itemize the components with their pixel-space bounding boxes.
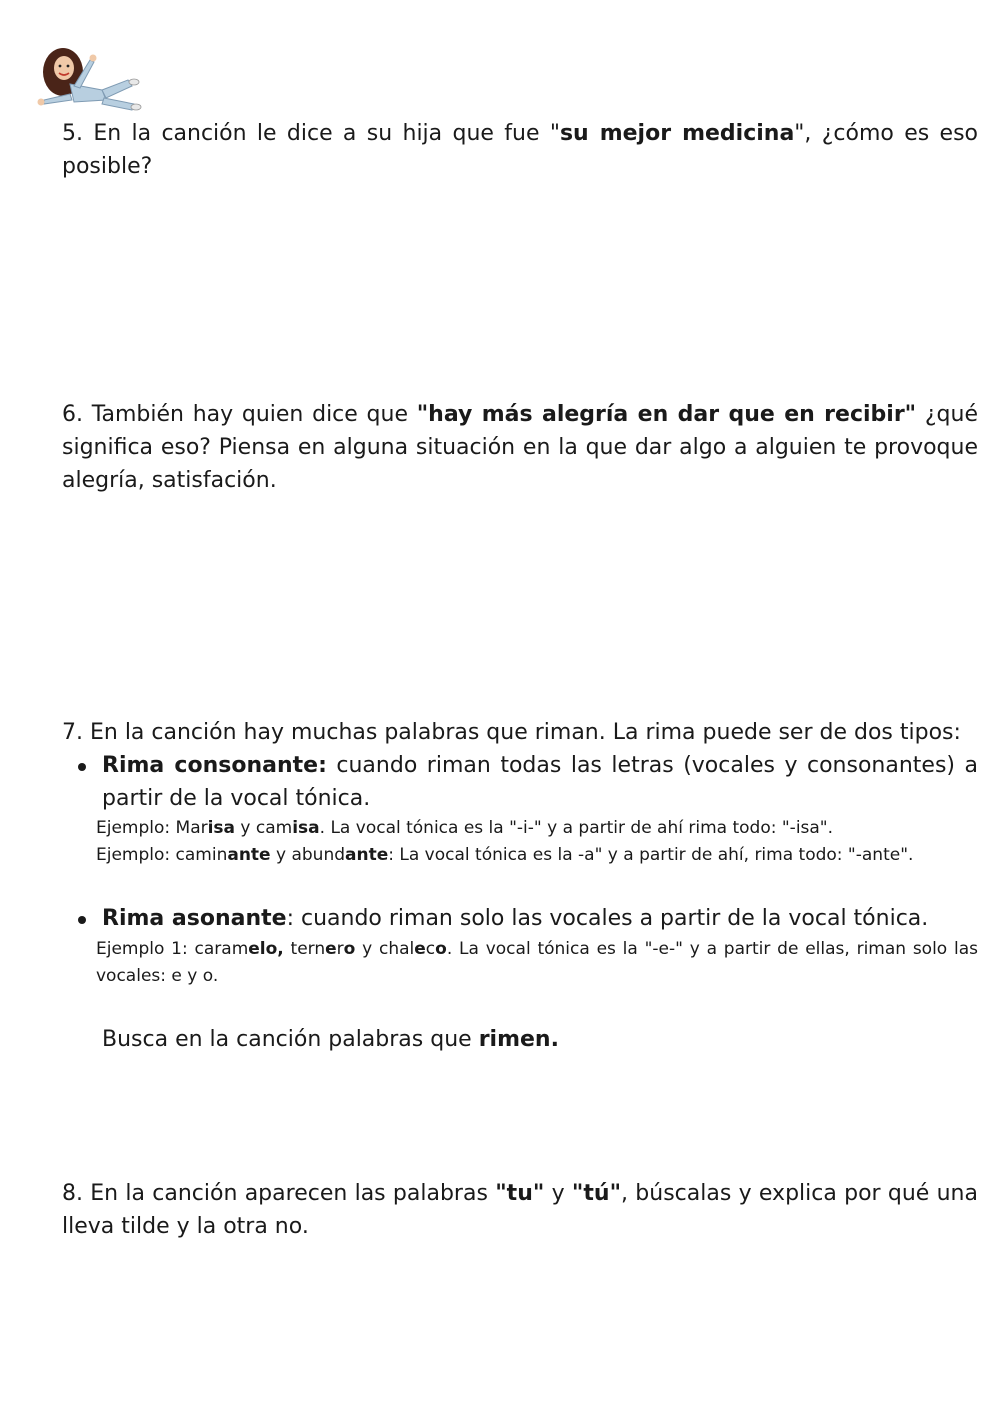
rima-asonante-term: Rima asonante: [102, 906, 287, 931]
rima-consonante-term: Rima consonante:: [102, 753, 327, 778]
question-5: [62, 117, 978, 183]
question-5-bold: su mejor medicina: [559, 121, 795, 146]
question-7-intro: 7. En la canción hay muchas palabras que riman. La rima puede ser de dos tipos:: [62, 720, 961, 745]
question-6-text-end: ¿qué significa eso? Piensa en alguna situación en la que dar algo a alguien te provoque alegría, satisfación.: [62, 402, 978, 493]
question-6-bold: "hay más alegría en dar que en recibir": [416, 402, 917, 427]
rima-asonante-definition: : cuando riman solo las vocales a partir de la vocal tónica.: [286, 906, 929, 931]
bullet-rima-consonante: [78, 749, 978, 815]
busca-instruction: Busca en la canción palabras que rimen.: [102, 1027, 559, 1052]
bullet-rima-asonante: [78, 902, 978, 935]
question-5-text-end: ", ¿cómo es eso posible?: [62, 121, 978, 179]
bullet-dot: [78, 763, 86, 771]
question-8: 8. En la canción aparecen las palabras "tu" y "tú", búscalas y explica por qué una lleva tilde y la otra no.: [62, 1181, 978, 1239]
rima-consonante-definition: cuando riman todas las letras (vocales y consonantes) a partir de la vocal tónica.: [102, 753, 978, 811]
question-6: [62, 398, 978, 497]
question-5-text: 5. En la canción le dice a su hija que fue ": [62, 121, 560, 146]
girl-avatar-icon: [30, 42, 145, 114]
example-caramelo: Ejemplo 1: caramelo, ternero y chaleco. La vocal tónica es la "-e-" y a partir de ellas, riman solo las vocales: e y o.: [96, 939, 978, 986]
example-marisa: Ejemplo: Marisa y camisa. La vocal tónica es la "-i-" y a partir de ahí rima todo: "-isa".: [96, 818, 834, 838]
example-caminante: Ejemplo: caminante y abundante: La vocal tónica es la -a" y a partir de ahí, rima todo: "-ante".: [96, 845, 914, 865]
question-6-text: 6. También hay quien dice que: [62, 402, 417, 427]
bullet-dot: [78, 916, 86, 924]
